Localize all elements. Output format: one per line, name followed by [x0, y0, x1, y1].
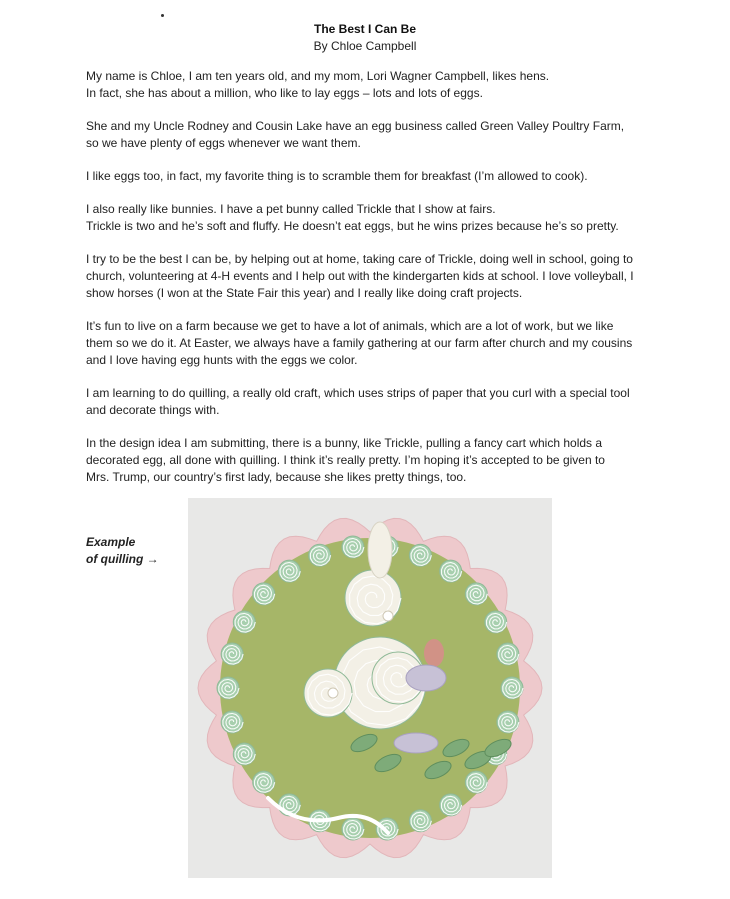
paragraph-line: I am learning to do quilling, a really old craft, which uses strips of paper that you curl with a special tool — [86, 386, 630, 400]
caption-line: Example — [86, 535, 136, 549]
paragraph-line: I also really like bunnies. I have a pet bunny called Trickle that I show at fairs. — [86, 202, 496, 216]
paragraph-line: Trickle is two and he’s soft and fluffy. He doesn’t eat eggs, but he wins prizes because he’s so pretty. — [86, 219, 619, 233]
paragraph-line: decorated egg, all done with quilling. I think it’s really pretty. I’m hoping it’s accepted to be given to — [86, 453, 605, 467]
pink-accent-shape — [424, 639, 444, 667]
paragraph-line: I try to be the best I can be, by helping out at home, taking care of Trickle, doing well in school, going to — [86, 252, 633, 266]
paragraph-line: church, volunteering at 4-H events and I help out with the kindergarten kids at school. I love volleyball, I — [86, 269, 634, 283]
lavender-petal-shape — [406, 665, 446, 691]
paragraph-6 — [86, 318, 666, 369]
paragraph-1 — [86, 68, 666, 102]
bunny-pearl-shape — [328, 688, 338, 698]
bunny-eye-shape — [383, 611, 393, 621]
paragraph-line: them so we do it. At Easter, we always have a family gathering at our farm after church and my cousins — [86, 336, 633, 350]
paragraph-2 — [86, 118, 666, 152]
paragraph-3 — [86, 168, 666, 185]
paragraph-line: In the design idea I am submitting, there is a bunny, like Trickle, pulling a fancy cart which holds a — [86, 436, 603, 450]
document-byline: By Chloe Campbell — [313, 39, 417, 53]
paragraph-line: In fact, she has about a million, who like to lay eggs – lots and lots of eggs. — [86, 86, 483, 100]
stray-mark — [161, 14, 164, 17]
paragraph-line: and decorate things with. — [86, 403, 220, 417]
paragraph-line: I like eggs too, in fact, my favorite thing is to scramble them for breakfast (I’m allowed to cook). — [86, 169, 588, 183]
lavender-leaf-shape — [394, 733, 438, 753]
photo-caption — [86, 534, 159, 568]
paragraph-line: My name is Chloe, I am ten years old, and my mom, Lori Wagner Campbell, likes hens. — [86, 69, 550, 83]
paragraph-8 — [86, 435, 666, 486]
paragraph-line: Mrs. Trump, our country’s first lady, because she likes pretty things, too. — [86, 470, 467, 484]
document-body — [86, 68, 666, 502]
paragraph-7 — [86, 385, 666, 419]
paragraph-line: so we have plenty of eggs whenever we want them. — [86, 136, 361, 150]
paragraph-5 — [86, 251, 666, 302]
paragraph-line: and I love having egg hunts with the eggs we color. — [86, 353, 358, 367]
paragraph-line: It’s fun to live on a farm because we get to have a lot of animals, which are a lot of work, but we like — [86, 319, 614, 333]
document-title: The Best I Can Be — [313, 22, 417, 36]
paragraph-4 — [86, 201, 666, 235]
paragraph-line: show horses (I won at the State Fair this year) and I really like doing craft projects. — [86, 286, 523, 300]
bunny-ear-shape — [368, 522, 392, 578]
quilled-bunny-icon — [188, 498, 552, 878]
paragraph-line: She and my Uncle Rodney and Cousin Lake have an egg business called Green Valley Poultry Farm, — [86, 119, 625, 133]
caption-line: of quilling → — [86, 552, 159, 566]
quilling-photo — [188, 498, 552, 878]
